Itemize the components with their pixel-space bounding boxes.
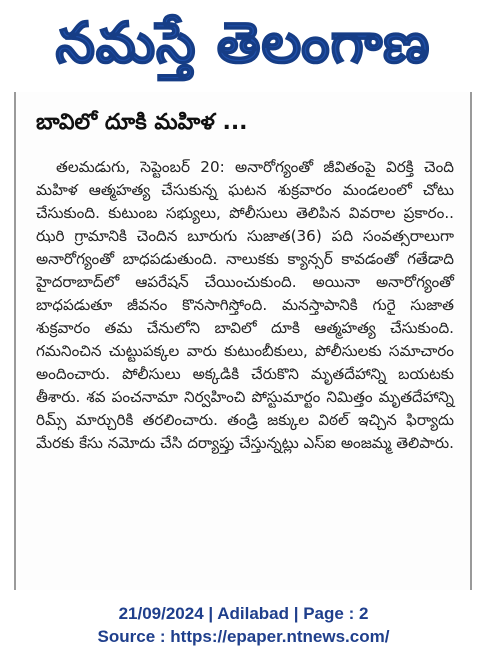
article-body: తలమడుగు, సెప్టెంబర్ 20: అనారోగ్యంతో జీవితంపై విరక్తి చెంది మహిళ ఆత్మహత్య చేసుకున్న ఘటన శుక్రవారం మండలంలో చోటు చేసుకుంది. కుటుంబ సభ్యులు, పోలీసులు తెలిపిన వివరాల ప్రకారం.. ఝరి గ్రామానికి చెందిన బూరుగు సుజాత(36) పది సంవత్సరాలుగా అనారోగ్యంతో బాధపడుతుంది. నాలుకకు క్యాన్సర్ కావడంతో గతేడాది హైదరాబాద్‌లో ఆపరేషన్ చేయించుకుంది. అయినా అనారోగ్యంతో బాధపడుతూ జీవనం కొనసాగిస్తోంది. మనస్తాపానికి గురై సుజాత శుక్రవారం తమ చేనులోని బావిలో దూకి ఆత్మహత్య చేసుకుంది. గమనించిన చుట్టుపక్కల వారు కుటుంబీకులు, పోలీసులకు సమాచారం అందించారు. పోలీసులు అక్కడికి చేరుకొని మృతదేహాన్ని బయటకు తీశారు. శవ పంచనామా నిర్వహించి పోస్టుమార్టం నిమిత్తం మృతదేహాన్ని రిమ్స్ మార్చురికి తరలించారు. తండ్రి జక్కుల విఠల్ ఇచ్చిన ఫిర్యాదు మేరకు కేసు నమోదు చేసి దర్యాప్తు చేస్తున్నట్లు ఎస్ఐ అంజమ్మ తెలిపారు. bbox=[36, 158, 454, 452]
clipping-footer bbox=[0, 594, 487, 670]
article-headline: బావిలో దూకి మహిళ ... bbox=[36, 110, 248, 135]
article-column bbox=[14, 92, 472, 590]
source-link[interactable]: Source : https://epaper.ntnews.com/ bbox=[97, 627, 390, 646]
newspaper-logo: నమస్తే తెలంగాణ bbox=[55, 11, 431, 76]
masthead bbox=[18, 8, 468, 80]
edition-info: 21/09/2024 | Adilabad | Page : 2 bbox=[118, 604, 369, 623]
